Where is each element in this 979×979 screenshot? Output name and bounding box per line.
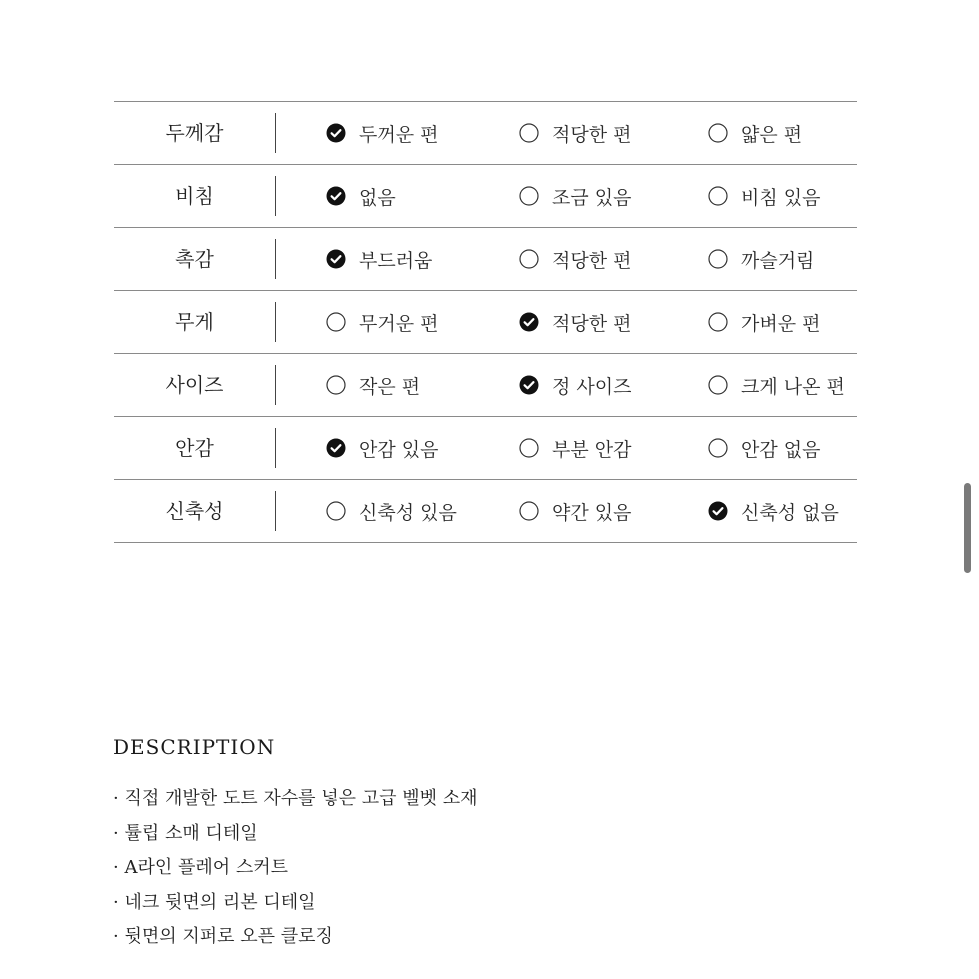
row-divider (275, 365, 276, 405)
circle-outline-icon (708, 123, 728, 143)
description-item: · 네크 뒷면의 리본 디테일 (113, 891, 316, 913)
description-item: · A라인 플레어 스커트 (113, 857, 288, 878)
check-circle-filled-icon (326, 438, 346, 458)
option-label: 크게 나온 편 (741, 375, 845, 398)
circle-outline-icon (519, 501, 539, 521)
circle-outline-icon (708, 186, 728, 206)
option-label: 적당한 편 (552, 123, 632, 146)
circle-outline-icon (326, 501, 346, 521)
option-radio[interactable] (326, 480, 457, 542)
spec-row-lining (114, 416, 857, 479)
option-label: 작은 편 (359, 375, 421, 398)
spec-row-stretch (114, 479, 857, 543)
option-radio[interactable] (326, 354, 420, 416)
option-radio[interactable] (519, 165, 631, 227)
spec-row-size (114, 353, 857, 416)
row-divider (275, 491, 276, 531)
row-divider (275, 176, 276, 216)
row-divider (275, 113, 276, 153)
spec-row-weight (114, 290, 857, 353)
option-label: 안감 없음 (741, 438, 821, 461)
option-label: 무거운 편 (359, 312, 439, 335)
option-radio[interactable] (519, 417, 631, 479)
option-radio[interactable] (708, 291, 820, 353)
spec-table (114, 101, 857, 543)
option-label: 부드러움 (359, 249, 433, 272)
check-circle-filled-icon (708, 501, 728, 521)
option-radio[interactable] (326, 417, 438, 479)
circle-outline-icon (708, 249, 728, 269)
option-label: 신축성 있음 (359, 501, 457, 524)
option-radio[interactable] (708, 354, 845, 416)
spec-row-label: 사이즈 (165, 373, 224, 397)
option-radio[interactable] (708, 102, 802, 164)
circle-outline-icon (519, 186, 539, 206)
spec-row-label: 신축성 (165, 499, 224, 523)
spec-row-texture (114, 227, 857, 290)
description-title: DESCRIPTION (113, 735, 276, 759)
option-label: 두꺼운 편 (359, 123, 439, 146)
circle-outline-icon (519, 123, 539, 143)
circle-outline-icon (708, 375, 728, 395)
description-list (113, 782, 813, 955)
option-radio[interactable] (519, 480, 631, 542)
option-label: 약간 있음 (552, 501, 632, 524)
option-radio[interactable] (326, 165, 396, 227)
option-radio[interactable] (326, 102, 438, 164)
option-label: 적당한 편 (552, 249, 632, 272)
scrollbar-thumb[interactable] (964, 483, 971, 573)
spec-row-label: 안감 (175, 436, 214, 460)
option-radio[interactable] (519, 102, 631, 164)
description-item: · 직접 개발한 도트 자수를 넣은 고급 벨벳 소재 (113, 788, 478, 809)
option-radio[interactable] (519, 291, 631, 353)
circle-outline-icon (326, 375, 346, 395)
check-circle-filled-icon (326, 186, 346, 206)
option-radio[interactable] (708, 480, 839, 542)
option-label: 없음 (359, 186, 396, 209)
row-divider (275, 428, 276, 468)
option-label: 가벼운 편 (741, 312, 821, 335)
option-label: 정 사이즈 (552, 375, 632, 398)
option-label: 안감 있음 (359, 438, 439, 461)
option-label: 적당한 편 (552, 312, 632, 335)
option-label: 부분 안감 (552, 438, 632, 461)
option-radio[interactable] (326, 228, 432, 290)
option-radio[interactable] (708, 165, 820, 227)
option-radio[interactable] (708, 417, 820, 479)
circle-outline-icon (519, 438, 539, 458)
spec-row-label: 촉감 (175, 247, 214, 271)
check-circle-filled-icon (326, 249, 346, 269)
circle-outline-icon (326, 312, 346, 332)
option-radio[interactable] (519, 228, 631, 290)
description-section (113, 732, 813, 955)
check-circle-filled-icon (519, 375, 539, 395)
description-item: · 뒷면의 지퍼로 오픈 클로징 (113, 926, 333, 947)
option-label: 까슬거림 (741, 249, 815, 272)
spec-row-label: 무게 (175, 310, 214, 334)
spec-row-sheerness (114, 164, 857, 227)
option-radio[interactable] (326, 291, 438, 353)
circle-outline-icon (519, 249, 539, 269)
option-label: 비침 있음 (741, 186, 821, 209)
spec-row-thickness (114, 101, 857, 164)
description-item: · 튤립 소매 디테일 (113, 822, 258, 844)
option-radio[interactable] (708, 228, 814, 290)
spec-row-label: 두께감 (165, 121, 224, 145)
circle-outline-icon (708, 312, 728, 332)
check-circle-filled-icon (326, 123, 346, 143)
option-label: 조금 있음 (552, 186, 632, 209)
option-radio[interactable] (519, 354, 631, 416)
option-label: 얇은 편 (741, 123, 803, 146)
option-label: 신축성 없음 (741, 501, 839, 524)
row-divider (275, 239, 276, 279)
check-circle-filled-icon (519, 312, 539, 332)
row-divider (275, 302, 276, 342)
spec-row-label: 비침 (175, 184, 214, 208)
circle-outline-icon (708, 438, 728, 458)
